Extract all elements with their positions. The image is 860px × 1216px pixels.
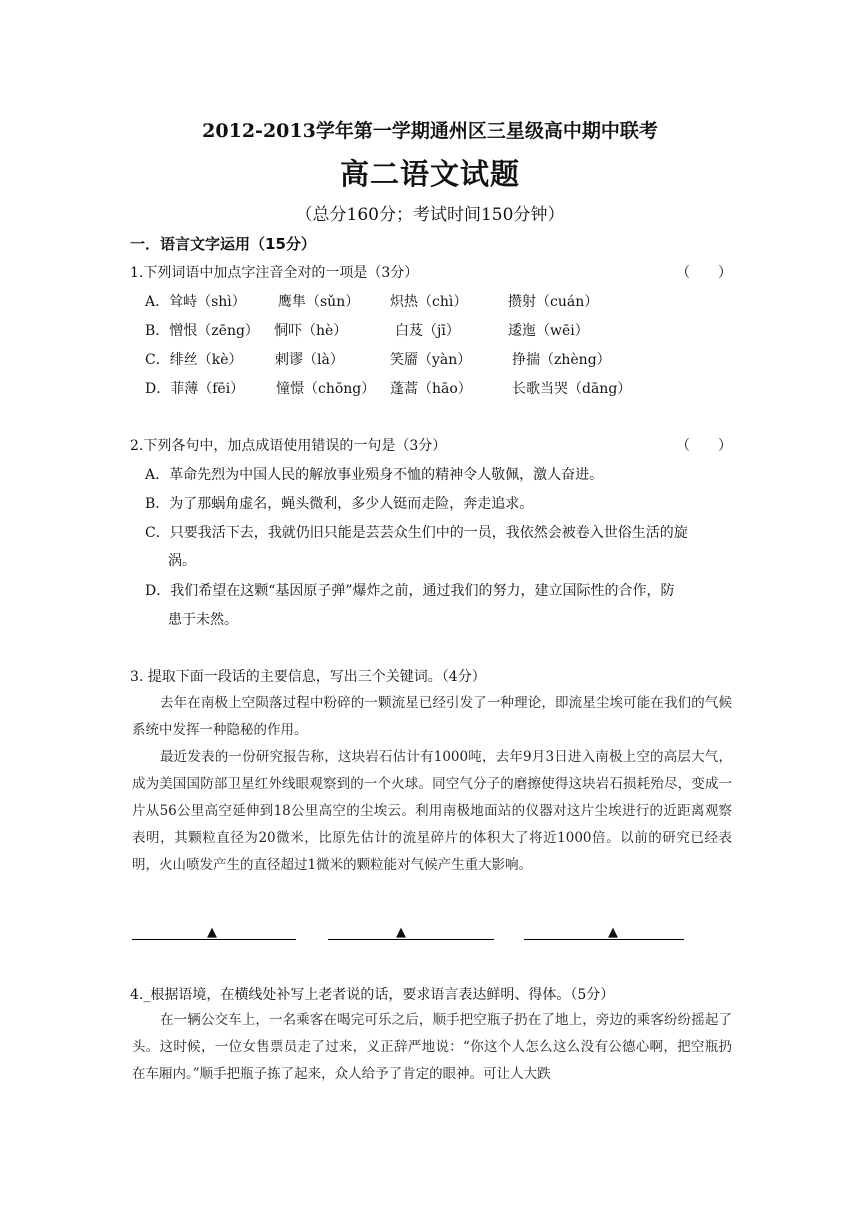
q1-option-b-4: 逶迤（wēi） (508, 323, 589, 339)
q1-option-c-1: C．绯丝（kè） (145, 352, 243, 368)
exam-subtitle: （总分160分；考试时间150分钟） (295, 205, 565, 225)
blank-marker-triangle-1: ▲ (207, 925, 217, 940)
q1-option-d-1: D．菲薄（fēi） (145, 381, 245, 397)
page-title: 高二语文试题 (339, 157, 520, 191)
q3-passage-paragraph-1: 去年在南极上空陨落过程中粉碎的一颗流星已经引发了一种理论，即流星尘埃可能在我们的气候系统中发挥一种隐秘的作用。 (132, 695, 732, 738)
q2-option-c-line1: C．只要我活下去，我就仍旧只能是芸芸众生们中的一员，我依然会被卷入世俗生活的旋 (145, 525, 688, 541)
q1-option-a-1: A．耸峙（shì） (145, 294, 246, 310)
blank-marker-triangle-2: ▲ (396, 925, 406, 940)
q1-option-a-2: 鹰隼（sǔn） (278, 294, 360, 310)
section-title: 一．语言文字运用（15分） (130, 235, 316, 253)
q1-option-b-1: B．憎恨（zēng） (145, 323, 259, 339)
q1-option-c-3: 笑靥（yàn） (390, 352, 472, 368)
q2-stem: 2.下列各句中，加点成语使用错误的一句是（3分） (130, 438, 447, 454)
q1-option-a-3: 炽热（chì） (390, 294, 468, 310)
q1-option-d-2: 憧憬（chōng） (276, 381, 376, 397)
q3-stem: 3. 提取下面一段话的主要信息，写出三个关键词。（4分） (130, 669, 486, 685)
q1-option-b-2: 恫吓（hè） (274, 323, 348, 339)
q2-option-c-line2: 涡。 (168, 553, 196, 569)
q4-stem: 4._根据语境，在横线处补写上老者说的话，要求语言表达鲜明、得体。（5分） (130, 987, 615, 1003)
q1-option-d-3: 蓬蒿（hāo） (390, 381, 472, 397)
q2-answer-paren: （ ） (676, 438, 732, 454)
q1-option-a-4: 攒射（cuán） (508, 294, 599, 310)
q2-option-a: A．革命先烈为中国人民的解放事业殒身不恤的精神令人敬佩，激人奋进。 (145, 467, 604, 483)
q2-option-b: B．为了那蜗角虚名，蝇头微利，多少人铤而走险，奔走追求。 (145, 496, 534, 512)
q1-option-c-4: 挣揣（zhèng） (512, 352, 611, 368)
q1-option-c-2: 剌谬（là） (275, 352, 344, 368)
q1-option-b-3: 白芨（jī） (395, 323, 460, 339)
q3-passage-paragraph-2: 最近发表的一份研究报告称，这块岩石估计有1000吨，去年9月3日进入南极上空的高层大气，成为美国国防部卫星红外线眼观察到的一个火球。同空气分子的磨擦使得这块岩石损耗殆尽，变成一片从56公里高空延伸到18公里高空的尘埃云。利用南极地面站的仪器对这片尘埃进行的近距离观察表明，其颗粒直径为20微米，比原先估计的流星碎片的体积大了将近1000倍。以前的研究已经表明，火山喷发产生的直径超过1微米的颗粒能对气候产生重大影响。 (132, 749, 732, 873)
q2-option-d-line2: 患于未然。 (168, 612, 238, 628)
q3-answer-blank-2[interactable] (328, 939, 494, 940)
q4-passage-paragraph-1: 在一辆公交车上，一名乘客在喝完可乐之后，顺手把空瓶子扔在了地上，旁边的乘客纷纷摇起了头。这时候，一位女售票员走了过来，义正辞严地说：“你这个人怎么这么没有公德心啊，把空瓶扔在车厢内。”顺手把瓶子拣了起来，众人给予了肯定的眼神。可让人大跌 (132, 1012, 732, 1082)
exam-header-line: 2012-2013学年第一学期通州区三星级高中期中联考 (202, 120, 658, 142)
q1-option-d-4: 长歌当哭（dāng） (512, 381, 632, 397)
q3-answer-blank-3[interactable] (524, 939, 684, 940)
blank-marker-triangle-3: ▲ (608, 925, 618, 940)
q1-stem: 1.下列词语中加点字注音全对的一项是（3分） (130, 265, 419, 281)
q1-answer-paren: （ ） (676, 265, 732, 281)
q2-option-d-line1: D．我们希望在这颗“基因原子弹”爆炸之前，通过我们的努力，建立国际性的合作，防 (145, 583, 675, 599)
